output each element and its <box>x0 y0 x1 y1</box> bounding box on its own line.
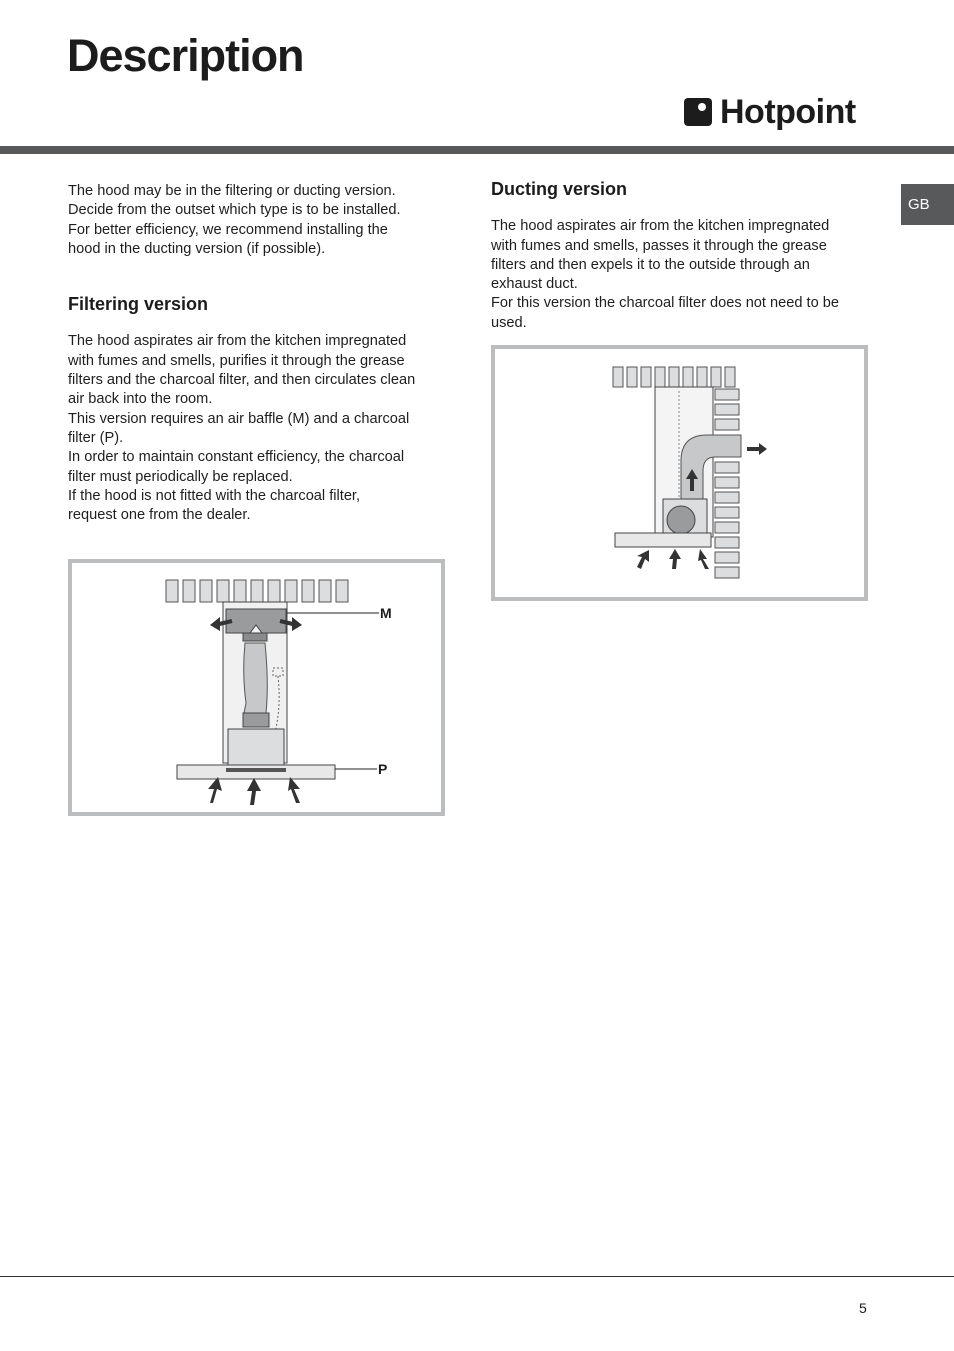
body-line: air back into the room. <box>68 391 213 408</box>
body-line: This version requires an air baffle (M) and a charcoal <box>68 410 410 427</box>
ducting-version-heading: Ducting version <box>491 179 628 199</box>
body-line: used. <box>491 314 527 331</box>
body-line: For this version the charcoal filter does not need to be <box>491 295 840 312</box>
filtering-version-heading: Filtering version <box>68 294 209 315</box>
body-line: with fumes and smells, purifies it through the grease <box>68 352 405 369</box>
ceiling-tiles <box>613 367 735 387</box>
fan-icon <box>667 506 695 534</box>
body-line: In order to maintain constant efficiency, the charcoal <box>68 449 405 466</box>
body-line: with fumes and smells, passes it through the grease <box>491 237 827 254</box>
hood-canopy <box>615 533 711 547</box>
body-line: request one from the dealer. <box>68 507 251 524</box>
ceiling-tiles <box>166 580 348 602</box>
language-tab: GB <box>901 184 954 225</box>
hotpoint-logo-icon <box>684 98 712 126</box>
intake-arrows <box>637 549 709 569</box>
intro-paragraph <box>68 182 446 259</box>
footer-rule <box>0 1276 954 1277</box>
intake-arrows <box>208 777 300 805</box>
filtering-version-body <box>68 332 446 525</box>
flex-duct <box>243 643 267 716</box>
wall-bricks <box>715 389 739 578</box>
right-column <box>491 180 869 333</box>
filtering-version-figure <box>68 559 445 816</box>
brand-logo <box>684 92 856 132</box>
filtering-hood-illustration <box>72 563 441 812</box>
label-m: M <box>380 605 392 621</box>
body-line: The hood aspirates air from the kitchen impregnated <box>491 218 830 235</box>
ducting-version-body <box>491 217 869 333</box>
intro-line: hood in the ducting version (if possible). <box>68 240 326 257</box>
header-rule <box>0 146 954 154</box>
body-line: If the hood is not fitted with the charcoal filter, <box>68 487 361 504</box>
exhaust-arrow-icon <box>747 443 767 455</box>
page-title: Description <box>67 30 304 81</box>
ducting-version-figure <box>491 345 868 601</box>
body-line: filters and then expels it to the outside through an <box>491 256 810 273</box>
body-line: filters and the charcoal filter, and then circulates clean <box>68 372 416 389</box>
ducting-hood-illustration <box>495 349 864 597</box>
body-line: The hood aspirates air from the kitchen impregnated <box>68 333 407 350</box>
brand-name: Hotpoint <box>720 92 856 131</box>
intro-line: The hood may be in the filtering or ducting version. <box>68 183 396 199</box>
charcoal-filter <box>226 768 286 772</box>
intro-line: For better efficiency, we recommend installing the <box>68 221 388 238</box>
label-p: P <box>378 761 388 777</box>
intro-line: Decide from the outset which type is to be installed. <box>68 202 401 219</box>
body-line: filter must periodically be replaced. <box>68 468 293 485</box>
motor-box <box>228 729 284 765</box>
body-line: filter (P). <box>68 429 124 446</box>
page-number: 5 <box>859 1300 867 1316</box>
body-line: exhaust duct. <box>491 276 578 293</box>
left-column <box>68 182 446 525</box>
